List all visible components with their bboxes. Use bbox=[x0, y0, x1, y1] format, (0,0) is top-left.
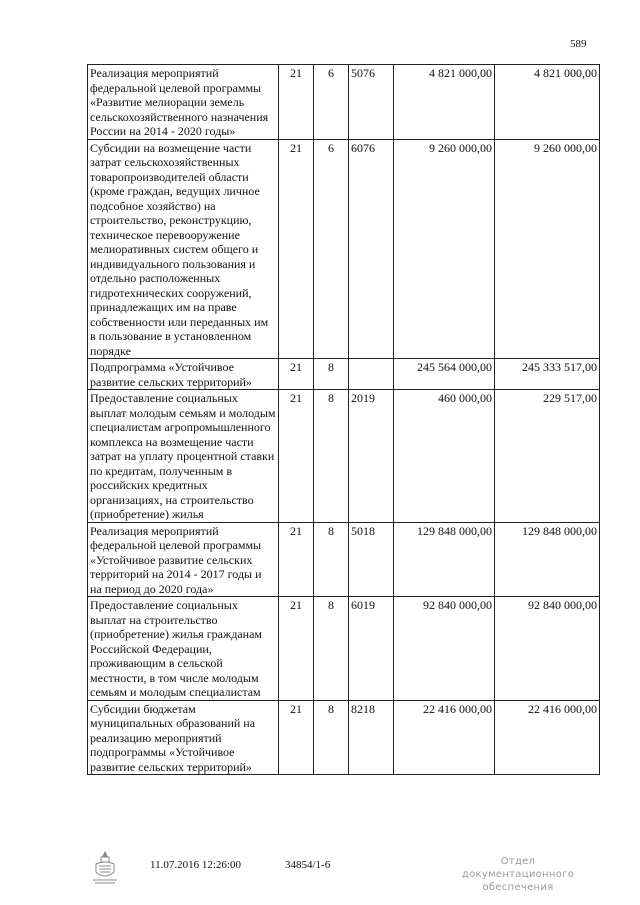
row-name: Реализация мероприятий федеральной целевой программы «Устойчивое развитие сельских территорий на 2014 - 2017 годы и на период до 2020 года» bbox=[88, 522, 279, 597]
row-col-b: 6 bbox=[314, 139, 349, 359]
row-value-2: 9 260 000,00 bbox=[495, 139, 600, 359]
row-code: 8218 bbox=[349, 700, 394, 775]
row-name: Предоставление социальных выплат молодым семьям и молодым специалистам агропромышленного комплекса на возмещение части затрат на уплату процентной ставки по кредитам, полученным в российских кредитных организациях, на строительство (приобретение) жилья bbox=[88, 390, 279, 523]
row-col-a: 21 bbox=[279, 597, 314, 701]
row-col-a: 21 bbox=[279, 700, 314, 775]
budget-table bbox=[87, 64, 600, 775]
table-row bbox=[88, 390, 600, 523]
row-value-2: 245 333 517,00 bbox=[495, 359, 600, 390]
row-code: 2019 bbox=[349, 390, 394, 523]
footer-department-stamp bbox=[448, 855, 588, 894]
row-col-a: 21 bbox=[279, 65, 314, 140]
row-col-b: 8 bbox=[314, 359, 349, 390]
row-value-1: 9 260 000,00 bbox=[394, 139, 495, 359]
row-code: 5076 bbox=[349, 65, 394, 140]
row-code: 6019 bbox=[349, 597, 394, 701]
row-value-1: 129 848 000,00 bbox=[394, 522, 495, 597]
row-value-2: 229 517,00 bbox=[495, 390, 600, 523]
row-value-2: 4 821 000,00 bbox=[495, 65, 600, 140]
department-line-1: Отдел документационного bbox=[461, 856, 575, 880]
table-row bbox=[88, 359, 600, 390]
row-value-1: 460 000,00 bbox=[394, 390, 495, 523]
row-value-1: 22 416 000,00 bbox=[394, 700, 495, 775]
page-number: 589 bbox=[570, 38, 587, 50]
row-col-b: 8 bbox=[314, 522, 349, 597]
table-row bbox=[88, 139, 600, 359]
department-line-2: обеспечения bbox=[482, 882, 554, 893]
table-row bbox=[88, 522, 600, 597]
row-col-a: 21 bbox=[279, 390, 314, 523]
row-col-b: 6 bbox=[314, 65, 349, 140]
footer-date: 11.07.2016 12:26:00 bbox=[150, 859, 241, 871]
table-row bbox=[88, 65, 600, 140]
row-value-2: 92 840 000,00 bbox=[495, 597, 600, 701]
row-name: Субсидии бюджетам муниципальных образований на реализацию мероприятий подпрограммы «Устойчивое развитие сельских территорий» bbox=[88, 700, 279, 775]
coat-of-arms-stamp-icon bbox=[90, 850, 120, 886]
row-name: Реализация мероприятий федеральной целевой программы «Развитие мелиорации земель сельскохозяйственного назначения России на 2014 - 2020 годы» bbox=[88, 65, 279, 140]
row-code: 6076 bbox=[349, 139, 394, 359]
table-row bbox=[88, 700, 600, 775]
row-value-1: 245 564 000,00 bbox=[394, 359, 495, 390]
row-col-b: 8 bbox=[314, 597, 349, 701]
row-value-1: 92 840 000,00 bbox=[394, 597, 495, 701]
row-value-1: 4 821 000,00 bbox=[394, 65, 495, 140]
row-name: Предоставление социальных выплат на строительство (приобретение) жилья гражданам Российской Федерации, проживающим в сельской местности, в том числе молодым семьям и молодым специалистам bbox=[88, 597, 279, 701]
row-code: 5018 bbox=[349, 522, 394, 597]
row-value-2: 22 416 000,00 bbox=[495, 700, 600, 775]
footer-doc-number: 34854/1-6 bbox=[285, 859, 331, 871]
row-name: Субсидии на возмещение части затрат сельскохозяйственных товаропроизводителей области (кроме граждан, ведущих личное подсобное хозяйство) на строительство, реконструкцию, техническое перевооружение мелиоративных систем общего и индивидуального пользования и отдельно расположенных гидротехнических сооружений, принадлежащих им на праве собственности или переданных им в пользование в установленном порядке bbox=[88, 139, 279, 359]
row-col-a: 21 bbox=[279, 139, 314, 359]
row-name: Подпрограмма «Устойчивое развитие сельских территорий» bbox=[88, 359, 279, 390]
row-value-2: 129 848 000,00 bbox=[495, 522, 600, 597]
table-row bbox=[88, 597, 600, 701]
row-col-b: 8 bbox=[314, 390, 349, 523]
row-col-a: 21 bbox=[279, 522, 314, 597]
row-code bbox=[349, 359, 394, 390]
row-col-a: 21 bbox=[279, 359, 314, 390]
row-col-b: 8 bbox=[314, 700, 349, 775]
